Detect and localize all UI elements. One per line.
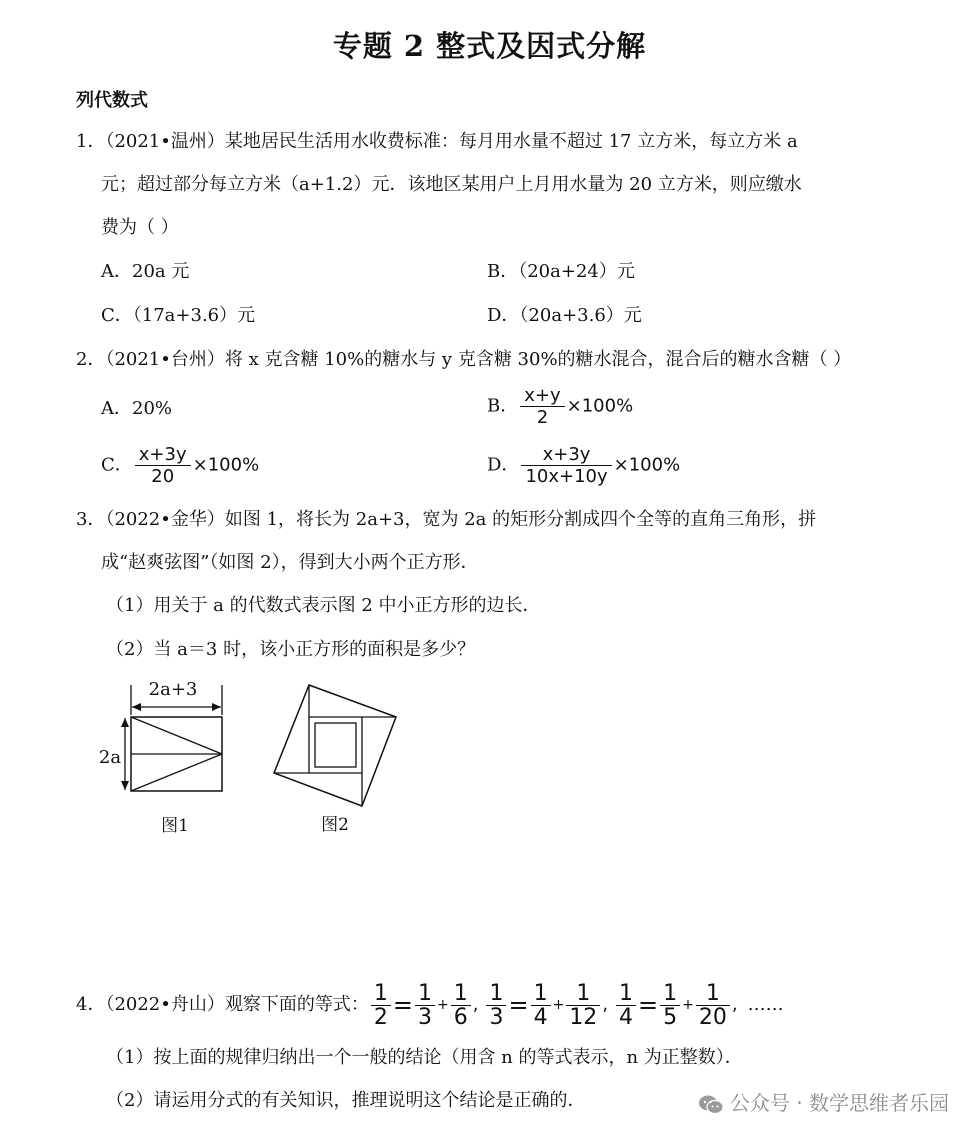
fraction-numerator: x+3y (542, 444, 591, 465)
q4-sub1: （1）按上面的规律归纳出一个一般的结论（用含 n 的等式表示，n 为正整数）． (106, 1047, 743, 1068)
q2-option-a: A．20% (101, 398, 173, 419)
figure-2-caption: 图2 (321, 815, 349, 835)
q2-option-b-tail: ×100% (566, 395, 634, 417)
q1-option-b: B．（20a+24）元 (487, 261, 635, 282)
q1-option-d: D．（20a+3.6）元 (487, 305, 642, 326)
q2-option-d (487, 444, 680, 487)
fraction-denominator: 20 (135, 465, 191, 487)
q2-option-b-label: B． (487, 395, 519, 417)
fraction: $\frac{1}{3}$ (415, 982, 435, 1029)
fraction: $\frac{1}{4}$ (616, 982, 636, 1029)
q3-sub2: （2）当 a＝3 时，该小正方形的面积是多少？ (106, 639, 476, 660)
figure-1-side-label: 2a (98, 747, 122, 768)
fraction: $\frac{1}{20}$ (696, 982, 730, 1029)
q2-option-c (101, 444, 259, 487)
q2-option-c-label: C． (101, 454, 133, 476)
figure-1-top-label: 2a+3 (148, 679, 198, 700)
q1-line1: 1．（2021•温州）某地居民生活用水收费标准：每月用水量不超过 17 立方米，每立方米 a (76, 131, 798, 152)
q3-line1: 3．（2022•金华）如图 1，将长为 2a+3，宽为 2a 的矩形分割成四个全等的直角三角形，拼 (76, 509, 817, 530)
page-title: 专题 2 整式及因式分解 (332, 29, 647, 63)
q2-option-b (487, 385, 633, 428)
q4-sub2: （2）请运用分式的有关知识，推理说明这个结论是正确的． (106, 1090, 586, 1111)
q1-option-a: A．20a 元 (101, 261, 190, 282)
q4-stem: 4．（2022•舟山）观察下面的等式： $\frac{1}{2}$ = $\frac{1}{3}$ + $\frac{1}{6}$ , $\frac{1}{3}$ = $\frac{1}{4}$ + $\frac{1}{12}$ , $\frac{1}{4}$ = $\frac{1}{5}$ + $\frac{1}{20}$ , …… (76, 980, 784, 1030)
fraction-denominator: 2 (520, 406, 564, 428)
q2-option-d-tail: ×100% (613, 454, 681, 476)
q3-sub1: （1）用关于 a 的代数式表示图 2 中小正方形的边长． (106, 595, 541, 616)
watermark (698, 1087, 949, 1116)
q1-line2: 元；超过部分每立方米（a+1.2）元．该地区某用户上月用水量为 20 立方米，则应缴水 (101, 174, 802, 195)
fraction: $\frac{1}{6}$ (451, 982, 471, 1029)
watermark-text: 公众号 · 数学思维者乐园 (729, 1091, 949, 1115)
q2-option-c-tail: ×100% (192, 454, 260, 476)
q2-option-d-fraction (521, 444, 611, 487)
fraction: $\frac{1}{5}$ (660, 982, 680, 1029)
fraction-numerator: x+3y (138, 444, 187, 465)
fraction: $\frac{1}{3}$ (486, 982, 506, 1029)
figure-2-zhao-shuang-diagram (270, 680, 400, 840)
fraction: $\frac{1}{12}$ (566, 982, 600, 1029)
fraction: $\frac{1}{4}$ (531, 982, 551, 1029)
q3-line2: 成“赵爽弦图”（如图 2），得到大小两个正方形． (101, 552, 479, 573)
q4-prefix: 4．（2022•舟山）观察下面的等式： (76, 994, 369, 1015)
q1-line3: 费为（ ） (101, 217, 179, 238)
wechat-icon (698, 1094, 724, 1116)
fraction: $\frac{1}{2}$ (371, 982, 391, 1029)
fraction-denominator: 10x+10y (521, 465, 611, 487)
figure-1-rectangle-diagram (95, 675, 235, 845)
figure-1-caption: 图1 (161, 816, 189, 836)
section-heading: 列代数式 (76, 90, 148, 111)
q2-stem: 2．（2021•台州）将 x 克含糖 10%的糖水与 y 克含糖 30%的糖水混合，混合后的糖水含糖（ ） (76, 349, 852, 370)
q4-ellipsis: …… (747, 994, 784, 1015)
fraction-numerator: x+y (524, 385, 561, 406)
q1-option-c: C．（17a+3.6）元 (101, 305, 256, 326)
q2-option-b-fraction (520, 385, 564, 428)
q2-option-c-fraction (135, 444, 191, 487)
q2-option-d-label: D． (487, 454, 520, 476)
